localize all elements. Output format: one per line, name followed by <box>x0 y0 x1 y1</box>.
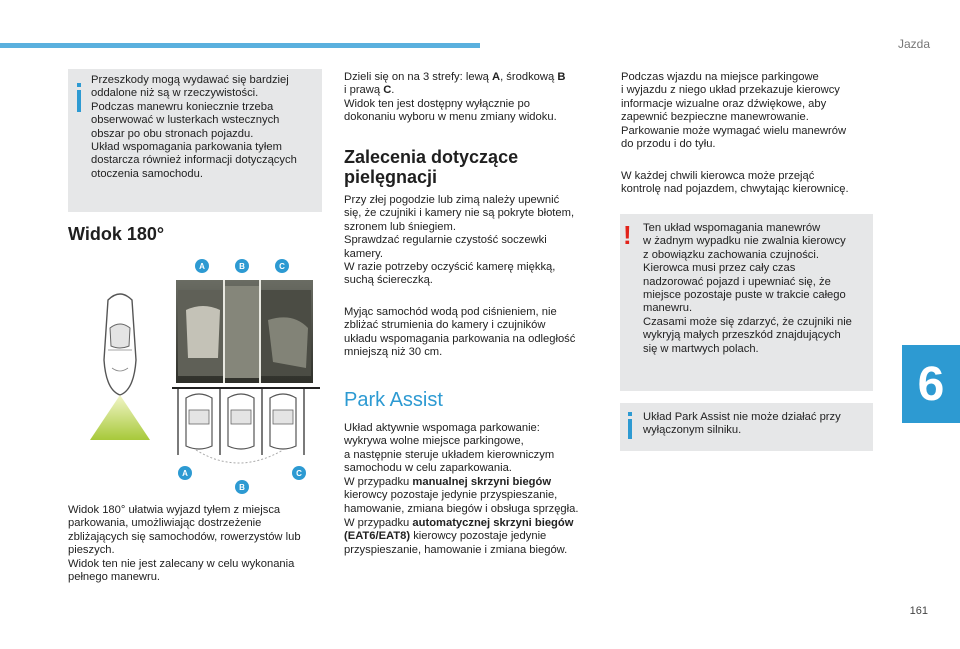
care-paragraph-2: Myjąc samochód wodą pod ciśnieniem, nie zbliżać strumienia do kamery i czujników układu wspomagania parkowania na odległość mniejszą niż 30 cm. <box>344 306 576 359</box>
zone-badge-b-bottom: B <box>235 480 249 494</box>
zones-text: Dzieli się on na 3 strefy: lewą A, środkową B i prawą C. Widok ten jest dostępny wyłącznie po dokonaniu wyboru w menu zmiany widoku. <box>344 71 566 124</box>
view-zone-triangle <box>90 395 150 440</box>
page-number: 161 <box>909 605 928 617</box>
heading-widok-180: Widok 180° <box>68 224 165 244</box>
zone-badge-c-top: C <box>275 259 289 273</box>
park-intro: Układ aktywnie wspomaga parkowanie: wykrywa wolne miejsce parkingowe, a następnie steruje układem kierowniczym samochodu w celu zaparkowania. <box>344 422 555 475</box>
warning-box-text: Ten układ wspomagania manewrów w żadnym wypadku nie zwalnia kierowcy z obowiązku zachowania czujności. Kierowca musi przez cały czas nadzorować pojazd i upewniać się, że miejsce pozostaje puste w trakcie całego manewru. Czasami może się zdarzyć, że czujniki nie wykryją małych przeszkód znajdujących się w martwych polach. <box>643 222 852 355</box>
info-box-engine-text: Układ Park Assist nie może działać przy wyłączonym silniku. <box>643 411 841 437</box>
parking-diagram <box>172 388 320 463</box>
warning-icon: ! <box>623 220 632 250</box>
camera-image <box>176 280 313 383</box>
zone-badge-b-top: B <box>235 259 249 273</box>
care-paragraph-1: Przy złej pogodzie lub zimą należy upewnić się, że czujniki i kamery nie są pokryte błotem, szronem lub śniegiem. Sprawdzać regularnie czystość soczewki kamery. W razie potrzeby oczyścić kamerę miękką, suchą ściereczką. <box>344 194 575 287</box>
park-manual: W przypadku manualnej skrzyni biegów kierowcy pozostaje jedynie przyspieszanie, hamowanie, zmiana biegów i obsługa sprzęgła. <box>344 476 579 515</box>
heading-care: Zalecenia dotyczące pielęgnacji <box>344 147 519 187</box>
section-title: Jazda <box>897 37 930 51</box>
zone-badge-a-top: A <box>195 259 209 273</box>
chapter-tab: 6 <box>902 345 960 423</box>
info-icon <box>628 419 632 439</box>
header-accent-bar <box>0 43 480 48</box>
car-top-view-icon <box>104 294 136 395</box>
info-box-text: Przeszkody mogą wydawać się bardziej oddalone niż są w rzeczywistości. Podczas manewru koniecznie trzeba obserwować w lusterkach wstecznych obszar po obu stronach pojazdu. Układ wspomagania parkowania tyłem dostarcza również informacji dotyczących otoczenia samochodu. <box>91 74 297 180</box>
park-assist-paragraph-2: W każdej chwili kierowca może przejąć kontrolę nad pojazdem, chwytając kierownicę. <box>621 170 849 196</box>
caption-180: Widok 180° ułatwia wyjazd tyłem z miejsca parkowania, umożliwiając dostrzeżenie zbliżających się samochodów, rowerzystów lub pieszych. Widok ten nie jest zalecany w celu wykonania pełnego manewru. <box>68 504 301 584</box>
zone-badge-c-bottom: C <box>292 466 306 480</box>
rear-view-180-diagram <box>68 250 328 500</box>
park-automatic: W przypadku automatycznej skrzyni biegów (EAT6/EAT8) kierowcy pozostaje jedynie przyspieszanie, hamowanie i zmiana biegów. <box>344 517 574 556</box>
heading-park-assist: Park Assist <box>344 389 443 411</box>
zone-badge-a-bottom: A <box>178 466 192 480</box>
park-assist-paragraph-1: Podczas wjazdu na miejsce parkingowe i wyjazdu z niego układ przekazuje kierowcy informacje wizualne oraz dźwiękowe, aby zapewnić bezpieczne manewrowanie. Parkowanie może wymagać wielu manewrów do przodu i do tyłu. <box>621 71 847 151</box>
info-icon <box>77 90 81 112</box>
